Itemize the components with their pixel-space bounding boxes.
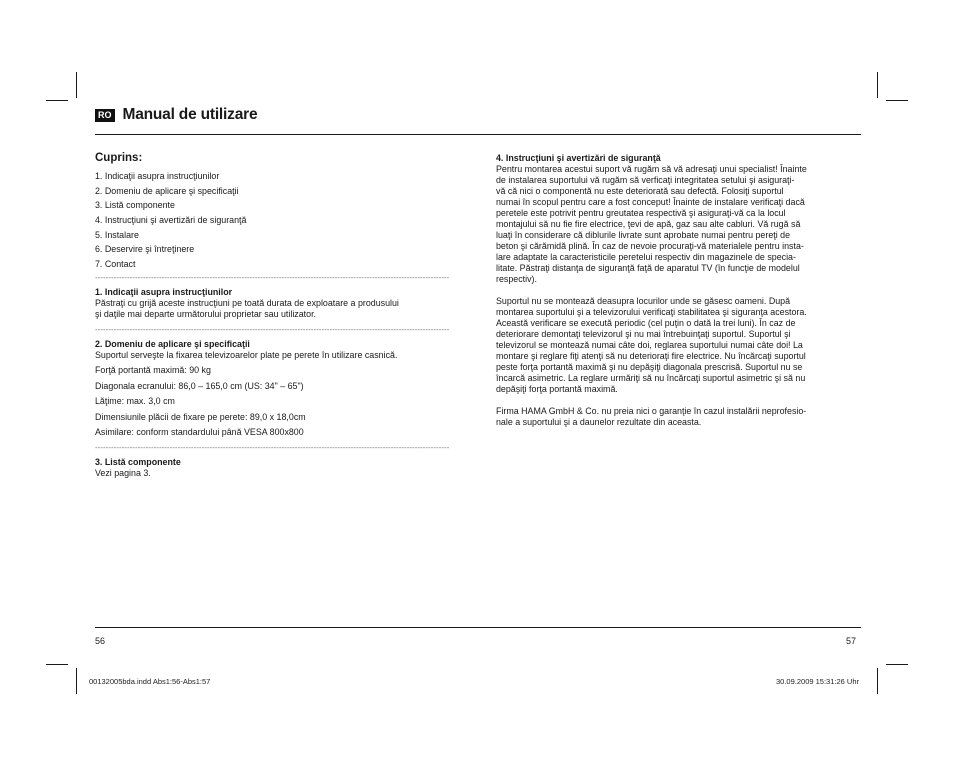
section-4-paragraph-3 bbox=[496, 406, 862, 428]
toc-list bbox=[95, 169, 449, 272]
crop-mark bbox=[46, 664, 68, 665]
page-header bbox=[95, 106, 257, 124]
crop-mark bbox=[46, 100, 68, 101]
section-4-paragraph-1 bbox=[496, 164, 862, 285]
toc-item: 3. Listă componente bbox=[95, 200, 175, 211]
paragraph-line: montarea suportului şi a televizorului verificaţi stabilitatea şi siguranţa acestora. bbox=[496, 307, 807, 317]
paragraph-line: încarcă asimetric. La reglare urmăriţi să nu încărcaţi suportul asimetric şi să nu bbox=[496, 373, 806, 383]
toc-title: Cuprins: bbox=[95, 152, 143, 164]
section-3-title: 3. Listă componente bbox=[95, 457, 181, 468]
paragraph-line: depăşiţi forţa portantă maximă. bbox=[496, 384, 618, 394]
paragraph-line: peretele este potrivit pentru greutatea respectivă şi asiguraţi-vă ca la locul bbox=[496, 208, 786, 218]
page-title: Manual de utilizare bbox=[122, 106, 258, 123]
crop-mark bbox=[877, 72, 878, 98]
paragraph-line: deteriorare demontaţi televizorul şi nu mai întrebuinţaţi suportul. Suportul şi bbox=[496, 329, 791, 339]
section-4-title: 4. Instrucţiuni şi avertizări de siguranţă bbox=[496, 153, 661, 163]
section-4-paragraph-2 bbox=[496, 296, 862, 395]
paragraph-line: de instalarea suportului vă rugăm să verficaţi integritatea setului şi asiguraţi- bbox=[496, 175, 795, 185]
spec-item: Asimilare: conform standardului până VESA 800x800 bbox=[95, 427, 304, 438]
paragraph-line: lare adaptate la caracteristicile peretelui respectiv din magazinele de specia- bbox=[496, 252, 796, 262]
paragraph-line: montajului să nu fie fire electrice, ţevi de apă, gaz sau alte cabluri. Vă rugă să bbox=[496, 219, 801, 229]
section-1-line: şi daţile mai departe următorului proprietar sau utilizator. bbox=[95, 308, 316, 319]
paragraph-line: Pentru montarea acestui suport vă rugăm să vă adresaţi unui specialist! Înainte bbox=[496, 164, 807, 174]
right-column bbox=[496, 153, 862, 428]
print-slug-date: 30.09.2009 15:31:26 Uhr bbox=[776, 677, 859, 686]
section-2-intro: Suportul serveşte la fixarea televizoarelor plate pe perete în utilizare casnică. bbox=[95, 349, 398, 360]
spec-item: Lăţime: max. 3,0 cm bbox=[95, 396, 175, 407]
paragraph-line: Firma HAMA GmbH & Co. nu preia nici o garanţie în cazul instalării neprofesio- bbox=[496, 406, 807, 416]
paragraph-line: respectiv). bbox=[496, 274, 537, 284]
paragraph-line: montare şi reglare fiţi atenţi să nu deterioraţi fire electrice. Nu încărcaţi suportul bbox=[496, 351, 806, 361]
spec-item: Forţă portantă maximă: 90 kg bbox=[95, 365, 211, 376]
toc-item: 6. Deservire şi întreţinere bbox=[95, 244, 195, 255]
crop-mark bbox=[877, 668, 878, 694]
paragraph-line: Suportul nu se montează deasupra locurilor unde se găsesc oameni. După bbox=[496, 296, 791, 306]
paragraph-line: televizorul se montează numai câte doi, reglarea suportului numai câte doi! La bbox=[496, 340, 803, 350]
toc-item: 4. Instrucţiuni şi avertizări de siguranţă bbox=[95, 215, 247, 226]
paragraph-line: nale a suportului şi a daunelor rezultate din aceasta. bbox=[496, 417, 702, 427]
toc-item: 1. Indicaţii asupra instrucţiunilor bbox=[95, 171, 220, 181]
toc-item: 7. Contact bbox=[95, 259, 136, 270]
footer-rule bbox=[95, 627, 861, 628]
paragraph-line: peste forţa portantă maximă şi nu depăşiţi diagonala prescrisă. Suportul nu se bbox=[496, 362, 803, 372]
paragraph-line: luaţi în considerare că diblurile livrate sunt aprobate numai pentru pereţi de bbox=[496, 230, 791, 240]
dashed-divider bbox=[95, 324, 449, 335]
crop-mark bbox=[886, 664, 908, 665]
paragraph-line: litate. Păstraţi distanţa de siguranţă faţă de aparatul TV (în funcţie de modelul bbox=[496, 263, 800, 273]
crop-mark bbox=[76, 72, 77, 98]
print-slug-file: 00132005bda.indd Abs1:56-Abs1:57 bbox=[89, 677, 211, 686]
paragraph-line: vă că nici o componentă nu este deteriorată sau defectă. Folosiţi suportul bbox=[496, 186, 784, 196]
paragraph-line: Această verificare se execută periodic (cel puţin o dată la trei luni). În caz de bbox=[496, 318, 796, 328]
crop-mark bbox=[76, 668, 77, 694]
toc-item: 5. Instalare bbox=[95, 229, 139, 240]
paragraph-line: beton şi cărămidă plină. În caz de nevoie procuraţi-vă materialele pentru insta- bbox=[496, 241, 804, 251]
page-number-left: 56 bbox=[95, 636, 106, 646]
language-badge: RO bbox=[95, 109, 115, 122]
section-2-title: 2. Domeniu de aplicare şi specificaţii bbox=[95, 338, 250, 349]
paragraph-line: numai în scopul pentru care a fost conceput! Înainte de instalare verificaţi dacă bbox=[496, 197, 805, 207]
spec-item: Dimensiunile plăcii de fixare pe perete: 89,0 x 18,0cm bbox=[95, 411, 306, 422]
section-1-line: Păstraţi cu grijă aceste instrucţiuni pe toată durata de exploatare a produsului bbox=[95, 297, 399, 308]
spec-item: Diagonala ecranului: 86,0 – 165,0 cm (US: 34" – 65") bbox=[95, 380, 304, 391]
dashed-divider bbox=[95, 442, 449, 453]
section-3-text: Vezi pagina 3. bbox=[95, 468, 151, 479]
header-rule bbox=[95, 134, 861, 135]
section-1-title: 1. Indicaţii asupra instrucţiunilor bbox=[95, 286, 233, 297]
dashed-divider bbox=[95, 272, 449, 283]
toc-item: 2. Domeniu de aplicare şi specificaţii bbox=[95, 185, 239, 196]
crop-mark bbox=[886, 100, 908, 101]
left-column bbox=[95, 151, 449, 479]
page-number-right: 57 bbox=[846, 636, 857, 646]
